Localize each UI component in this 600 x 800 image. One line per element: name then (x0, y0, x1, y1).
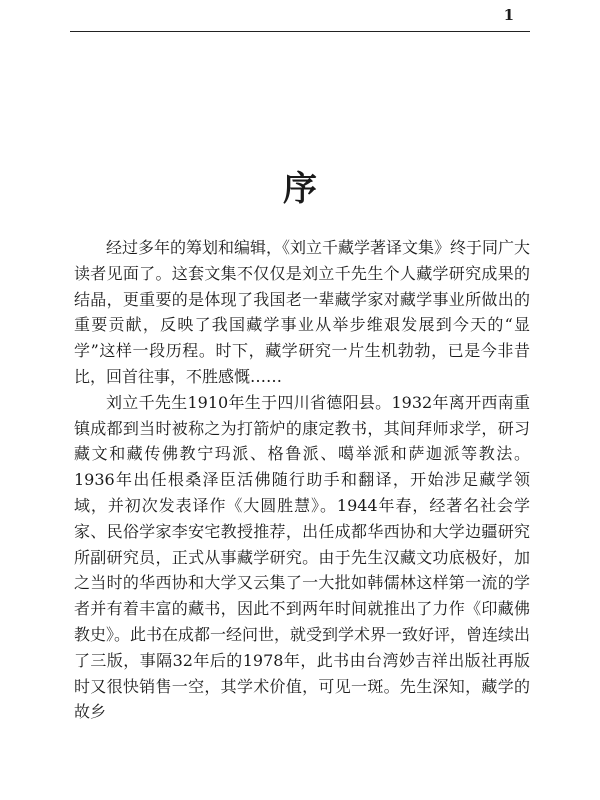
body-text (74, 235, 530, 725)
page-number: 1 (503, 6, 514, 24)
header-rule (70, 31, 530, 32)
paragraph-1: 经过多年的筹划和编辑，《刘立千藏学著译文集》终于同广大读者见面了。这套文集不仅仅是刘立千先生个人藏学研究成果的结晶，更重要的是体现了我国老一辈藏学家对藏学事业所做出的重要贡献，反映了我国藏学事业从举步维艰发展到今天的“显学”这样一段历程。时下，藏学研究一片生机勃勃，已是今非昔比，回首往事，不胜感慨…… (74, 238, 531, 386)
chapter-title: 序 (283, 168, 317, 209)
paragraph-2: 刘立千先生1910年生于四川省德阳县。1932年离开西南重镇成都到当时被称之为打箭炉的康定教书，其间拜师求学，研习藏文和藏传佛教宁玛派、格鲁派、噶举派和萨迦派等教法。1936年出任根桑泽臣活佛随行助手和翻译，开始涉足藏学领域，并初次发表译作《大圆胜慧》。1944年春，经著名社会学家、民俗学家李安宅教授推荐，出任成都华西协和大学边疆研究所副研究员，正式从事藏学研究。由于先生汉藏文功底极好，加之当时的华西协和大学又云集了一大批如韩儒林这样第一流的学者并有着丰富的藏书，因此不到两年时间就推出了力作《印藏佛教史》。此书在成都一经问世，就受到学术界一致好评，曾连续出了三版，事隔32年后的1978年，此书由台湾妙吉祥出版社再版时又很快销售一空，其学术价值，可见一斑。先生深知，藏学的故乡 (74, 392, 531, 722)
